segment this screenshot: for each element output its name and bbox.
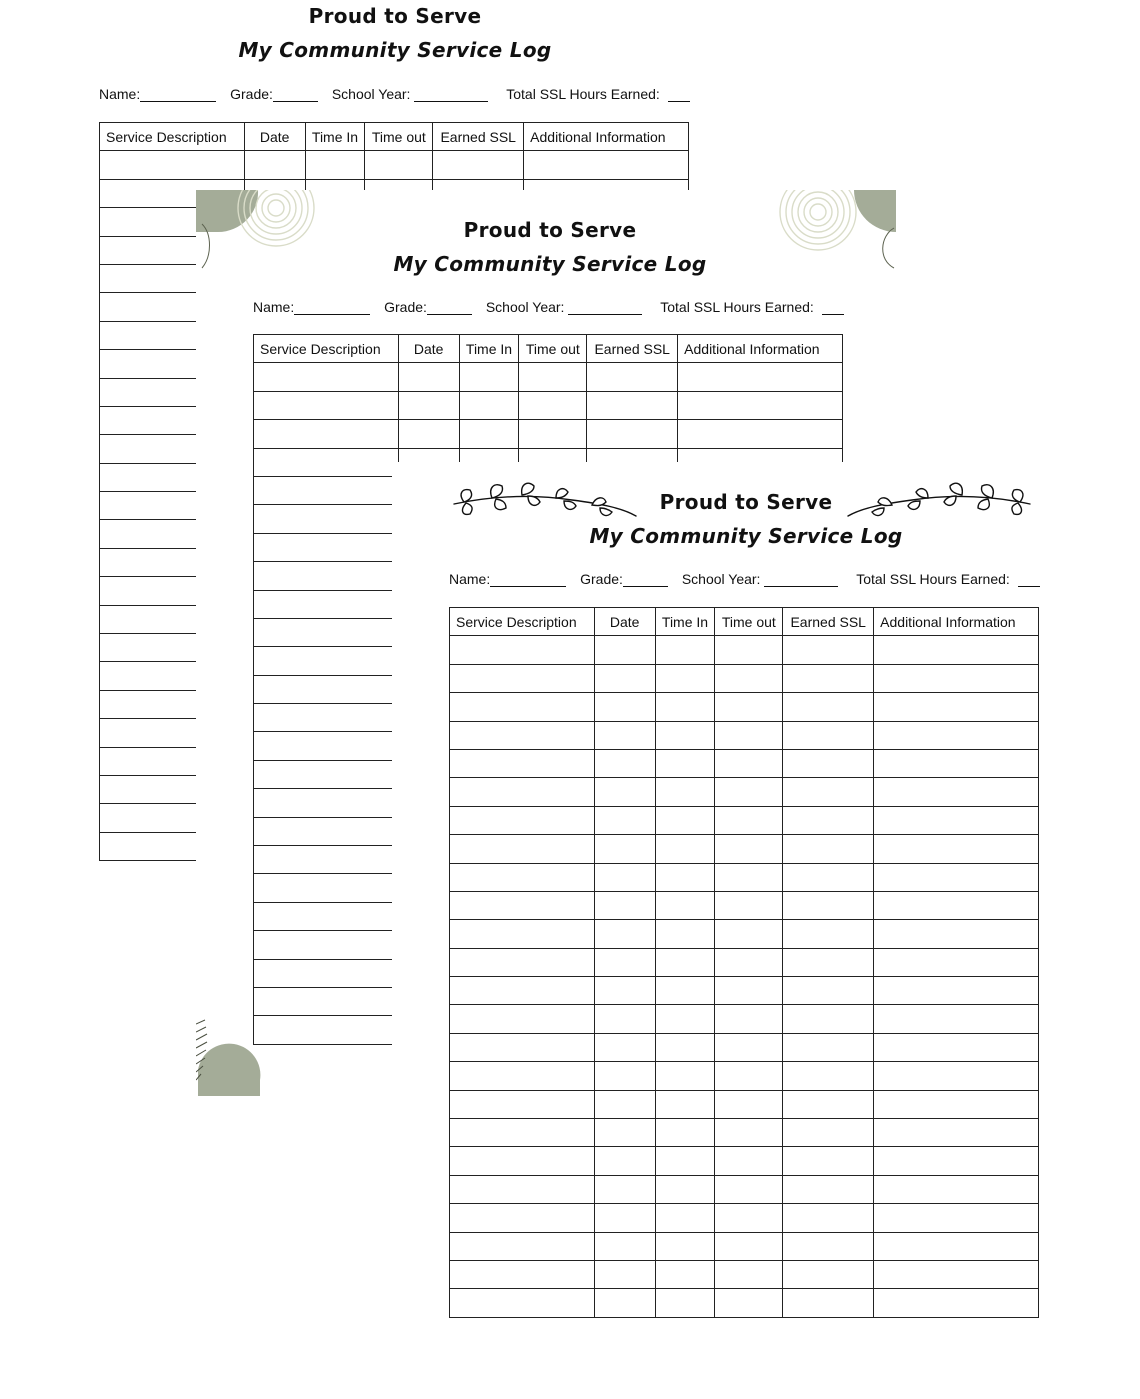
log-entry-cell[interactable] — [655, 1090, 715, 1118]
col-time-in: Time In — [459, 335, 519, 363]
log-sheet-front — [392, 462, 1092, 1362]
log-entry-cell[interactable] — [783, 693, 874, 721]
log-entry-cell[interactable] — [450, 891, 595, 919]
log-entry-cell[interactable] — [678, 420, 843, 448]
log-entry-cell[interactable] — [715, 977, 783, 1005]
table-row — [254, 420, 843, 448]
log-entry-cell[interactable] — [450, 1204, 595, 1232]
log-entry-cell[interactable] — [874, 948, 1039, 976]
log-entry-cell[interactable] — [655, 977, 715, 1005]
table-row — [450, 778, 1039, 806]
log-entry-cell[interactable] — [874, 1289, 1039, 1317]
log-entry-cell[interactable] — [715, 1033, 783, 1061]
log-entry-cell[interactable] — [587, 420, 678, 448]
log-entry-cell[interactable] — [874, 1260, 1039, 1288]
log-entry-cell[interactable] — [594, 778, 655, 806]
log-entry-cell[interactable] — [655, 1289, 715, 1317]
log-entry-cell[interactable] — [254, 562, 399, 590]
log-entry-cell[interactable] — [655, 1147, 715, 1175]
log-entry-cell[interactable] — [655, 1119, 715, 1147]
log-entry-cell[interactable] — [254, 391, 399, 419]
col-time-in: Time In — [305, 123, 365, 151]
log-entry-cell[interactable] — [594, 693, 655, 721]
log-entry-cell[interactable] — [433, 151, 524, 179]
log-entry-cell[interactable] — [783, 1175, 874, 1203]
table-row — [100, 151, 689, 179]
log-entry-cell[interactable] — [715, 778, 783, 806]
log-entry-cell[interactable] — [715, 721, 783, 749]
log-entry-cell[interactable] — [783, 891, 874, 919]
col-time-out: Time out — [365, 123, 433, 151]
log-entry-cell[interactable] — [254, 1016, 399, 1044]
log-entry-cell[interactable] — [783, 1062, 874, 1090]
col-earned-ssl: Earned SSL — [433, 123, 524, 151]
log-entry-cell[interactable] — [254, 704, 399, 732]
table-header-row — [254, 335, 843, 363]
log-entry-cell[interactable] — [254, 675, 399, 703]
grade-field[interactable] — [580, 571, 668, 587]
log-entry-cell[interactable] — [874, 1119, 1039, 1147]
log-entry-cell[interactable] — [715, 1147, 783, 1175]
school-year-label: School Year: — [331, 86, 411, 102]
log-entry-cell[interactable] — [715, 920, 783, 948]
log-entry-cell[interactable] — [594, 1147, 655, 1175]
log-entry-cell[interactable] — [594, 1090, 655, 1118]
sheet-title: Proud to Serve — [659, 490, 833, 514]
log-entry-cell[interactable] — [450, 1033, 595, 1061]
sheet-subtitle: My Community Service Log — [589, 524, 903, 548]
log-entry-cell[interactable] — [715, 835, 783, 863]
log-entry-cell[interactable] — [678, 363, 843, 391]
sheet-title: Proud to Serve — [308, 4, 482, 28]
table-row — [254, 363, 843, 391]
grade-label: Grade: — [580, 571, 623, 587]
col-time-in: Time In — [655, 608, 715, 636]
table-header-row — [450, 608, 1039, 636]
log-entry-cell[interactable] — [450, 977, 595, 1005]
name-field[interactable] — [449, 571, 566, 587]
log-entry-cell[interactable] — [594, 664, 655, 692]
name-label: Name: — [253, 299, 295, 315]
log-entry-cell[interactable] — [783, 749, 874, 777]
log-entry-cell[interactable] — [655, 863, 715, 891]
log-entry-cell[interactable] — [655, 948, 715, 976]
log-entry-cell[interactable] — [459, 363, 519, 391]
log-entry-cell[interactable] — [459, 391, 519, 419]
log-entry-cell[interactable] — [655, 1175, 715, 1203]
table-row — [450, 920, 1039, 948]
col-earned-ssl: Earned SSL — [783, 608, 874, 636]
log-entry-cell[interactable] — [450, 835, 595, 863]
log-entry-cell[interactable] — [655, 1033, 715, 1061]
log-entry-cell[interactable] — [450, 920, 595, 948]
log-entry-cell[interactable] — [783, 1147, 874, 1175]
log-entry-cell[interactable] — [254, 760, 399, 788]
log-entry-cell[interactable] — [254, 363, 399, 391]
service-log-table — [449, 607, 1039, 1318]
table-row — [450, 1033, 1039, 1061]
log-entry-cell[interactable] — [715, 1090, 783, 1118]
table-row — [450, 891, 1039, 919]
table-row — [450, 1005, 1039, 1033]
log-entry-cell[interactable] — [587, 391, 678, 419]
log-entry-cell[interactable] — [254, 817, 399, 845]
col-additional-information: Additional Information — [874, 608, 1039, 636]
log-entry-cell[interactable] — [450, 693, 595, 721]
log-entry-cell[interactable] — [783, 835, 874, 863]
log-entry-cell[interactable] — [783, 1033, 874, 1061]
log-entry-cell[interactable] — [254, 647, 399, 675]
log-entry-cell[interactable] — [450, 664, 595, 692]
log-entry-cell[interactable] — [594, 891, 655, 919]
log-entry-cell[interactable] — [254, 902, 399, 930]
school-year-label: School Year: — [681, 571, 761, 587]
log-entry-cell[interactable] — [783, 636, 874, 664]
log-entry-cell[interactable] — [655, 749, 715, 777]
log-entry-cell[interactable] — [715, 1062, 783, 1090]
table-row — [450, 749, 1039, 777]
total-hours-label: Total SSL Hours Earned: — [856, 571, 1010, 587]
log-entry-cell[interactable] — [783, 977, 874, 1005]
log-entry-cell[interactable] — [655, 693, 715, 721]
log-entry-cell[interactable] — [254, 590, 399, 618]
log-entry-cell[interactable] — [254, 448, 399, 476]
info-fields — [253, 299, 852, 315]
table-row — [450, 806, 1039, 834]
log-entry-cell[interactable] — [783, 721, 874, 749]
log-entry-cell[interactable] — [715, 1260, 783, 1288]
table-row — [450, 1175, 1039, 1203]
table-row — [450, 1289, 1039, 1317]
log-entry-cell[interactable] — [715, 749, 783, 777]
log-entry-cell[interactable] — [655, 1260, 715, 1288]
log-entry-cell[interactable] — [715, 891, 783, 919]
col-service-description: Service Description — [450, 608, 595, 636]
table-row — [450, 1119, 1039, 1147]
log-entry-cell[interactable] — [594, 1175, 655, 1203]
log-entry-cell[interactable] — [254, 420, 399, 448]
log-entry-cell[interactable] — [874, 1005, 1039, 1033]
log-entry-cell[interactable] — [594, 1005, 655, 1033]
log-entry-cell[interactable] — [874, 636, 1039, 664]
log-entry-cell[interactable] — [783, 1289, 874, 1317]
log-entry-cell[interactable] — [655, 778, 715, 806]
grade-label: Grade: — [384, 299, 427, 315]
sheet-title: Proud to Serve — [463, 218, 637, 242]
log-entry-cell[interactable] — [655, 1232, 715, 1260]
log-entry-cell[interactable] — [715, 1175, 783, 1203]
log-entry-cell[interactable] — [594, 835, 655, 863]
log-entry-cell[interactable] — [783, 920, 874, 948]
log-entry-cell[interactable] — [678, 391, 843, 419]
col-time-out: Time out — [715, 608, 783, 636]
log-entry-cell[interactable] — [398, 420, 459, 448]
log-entry-cell[interactable] — [254, 874, 399, 902]
log-entry-cell[interactable] — [874, 1147, 1039, 1175]
log-entry-cell[interactable] — [254, 987, 399, 1015]
log-entry-cell[interactable] — [874, 778, 1039, 806]
log-entry-cell[interactable] — [715, 1289, 783, 1317]
log-entry-cell[interactable] — [450, 749, 595, 777]
grade-field[interactable] — [384, 299, 472, 315]
table-row — [450, 835, 1039, 863]
total-hours-label: Total SSL Hours Earned: — [660, 299, 814, 315]
log-entry-cell[interactable] — [450, 1260, 595, 1288]
log-entry-cell[interactable] — [715, 806, 783, 834]
school-year-field[interactable] — [486, 299, 643, 315]
log-entry-cell[interactable] — [715, 1232, 783, 1260]
name-field[interactable] — [253, 299, 370, 315]
grade-label: Grade: — [230, 86, 273, 102]
total-hours-field[interactable] — [856, 571, 1039, 587]
table-row — [450, 1090, 1039, 1118]
table-row — [450, 1204, 1039, 1232]
log-entry-cell[interactable] — [254, 959, 399, 987]
table-row — [450, 1147, 1039, 1175]
log-entry-cell[interactable] — [874, 749, 1039, 777]
name-label: Name: — [99, 86, 141, 102]
table-row — [450, 693, 1039, 721]
info-fields — [99, 86, 698, 102]
log-entry-cell[interactable] — [594, 806, 655, 834]
log-entry-cell[interactable] — [655, 636, 715, 664]
log-entry-cell[interactable] — [594, 1119, 655, 1147]
log-entry-cell[interactable] — [450, 1147, 595, 1175]
log-entry-cell[interactable] — [783, 863, 874, 891]
col-date: Date — [244, 123, 305, 151]
log-entry-cell[interactable] — [874, 664, 1039, 692]
log-entry-cell[interactable] — [874, 920, 1039, 948]
log-entry-cell[interactable] — [594, 636, 655, 664]
log-entry-cell[interactable] — [655, 664, 715, 692]
table-row — [450, 636, 1039, 664]
log-entry-cell[interactable] — [783, 948, 874, 976]
log-entry-cell[interactable] — [450, 1119, 595, 1147]
log-entry-cell[interactable] — [594, 749, 655, 777]
table-row — [450, 1232, 1039, 1260]
log-entry-cell[interactable] — [874, 835, 1039, 863]
log-entry-cell[interactable] — [783, 806, 874, 834]
log-entry-cell[interactable] — [655, 806, 715, 834]
log-entry-cell[interactable] — [783, 1260, 874, 1288]
log-entry-cell[interactable] — [459, 420, 519, 448]
log-entry-cell[interactable] — [715, 863, 783, 891]
log-entry-cell[interactable] — [715, 664, 783, 692]
log-entry-cell[interactable] — [594, 1232, 655, 1260]
log-entry-cell[interactable] — [874, 721, 1039, 749]
school-year-label: School Year: — [485, 299, 565, 315]
log-entry-cell[interactable] — [874, 863, 1039, 891]
log-entry-cell[interactable] — [715, 636, 783, 664]
log-entry-cell[interactable] — [450, 1005, 595, 1033]
log-entry-cell[interactable] — [305, 151, 365, 179]
log-entry-cell[interactable] — [594, 863, 655, 891]
table-row — [450, 721, 1039, 749]
table-body — [450, 636, 1039, 1317]
log-entry-cell[interactable] — [519, 363, 587, 391]
log-entry-cell[interactable] — [594, 1062, 655, 1090]
name-label: Name: — [449, 571, 491, 587]
log-entry-cell[interactable] — [450, 1289, 595, 1317]
log-entry-cell[interactable] — [715, 693, 783, 721]
log-entry-cell[interactable] — [715, 1005, 783, 1033]
log-entry-cell[interactable] — [254, 789, 399, 817]
log-entry-cell[interactable] — [783, 1119, 874, 1147]
log-entry-cell[interactable] — [783, 664, 874, 692]
log-entry-cell[interactable] — [100, 151, 245, 179]
sheet-subtitle: My Community Service Log — [393, 252, 707, 276]
log-entry-cell[interactable] — [874, 977, 1039, 1005]
table-row — [450, 664, 1039, 692]
sheet-subtitle: My Community Service Log — [238, 38, 552, 62]
log-entry-cell[interactable] — [655, 835, 715, 863]
log-entry-cell[interactable] — [874, 1062, 1039, 1090]
table-row — [450, 977, 1039, 1005]
log-entry-cell[interactable] — [655, 721, 715, 749]
log-entry-cell[interactable] — [450, 806, 595, 834]
log-entry-cell[interactable] — [398, 363, 459, 391]
log-entry-cell[interactable] — [874, 1175, 1039, 1203]
col-date: Date — [594, 608, 655, 636]
log-entry-cell[interactable] — [254, 846, 399, 874]
table-header-row — [100, 123, 689, 151]
log-entry-cell[interactable] — [594, 1260, 655, 1288]
log-entry-cell[interactable] — [450, 1062, 595, 1090]
log-entry-cell[interactable] — [519, 391, 587, 419]
log-entry-cell[interactable] — [450, 948, 595, 976]
log-entry-cell[interactable] — [365, 151, 433, 179]
log-entry-cell[interactable] — [398, 391, 459, 419]
log-entry-cell[interactable] — [874, 693, 1039, 721]
log-entry-cell[interactable] — [783, 778, 874, 806]
total-hours-field[interactable] — [506, 86, 689, 102]
log-entry-cell[interactable] — [524, 151, 689, 179]
log-entry-cell[interactable] — [450, 721, 595, 749]
col-service-description: Service Description — [254, 335, 399, 363]
col-earned-ssl: Earned SSL — [587, 335, 678, 363]
log-entry-cell[interactable] — [254, 505, 399, 533]
log-entry-cell[interactable] — [594, 1204, 655, 1232]
log-entry-cell[interactable] — [254, 931, 399, 959]
log-entry-cell[interactable] — [254, 533, 399, 561]
log-entry-cell[interactable] — [874, 1232, 1039, 1260]
log-entry-cell[interactable] — [594, 920, 655, 948]
total-hours-field[interactable] — [660, 299, 843, 315]
col-service-description: Service Description — [100, 123, 245, 151]
log-entry-cell[interactable] — [450, 1090, 595, 1118]
col-additional-information: Additional Information — [524, 123, 689, 151]
total-hours-label: Total SSL Hours Earned: — [506, 86, 660, 102]
log-entry-cell[interactable] — [655, 920, 715, 948]
table-row — [450, 948, 1039, 976]
school-year-field[interactable] — [682, 571, 839, 587]
log-entry-cell[interactable] — [594, 948, 655, 976]
log-entry-cell[interactable] — [783, 1090, 874, 1118]
log-entry-cell[interactable] — [594, 721, 655, 749]
log-entry-cell[interactable] — [874, 1204, 1039, 1232]
col-time-out: Time out — [519, 335, 587, 363]
log-entry-cell[interactable] — [783, 1005, 874, 1033]
log-entry-cell[interactable] — [450, 1232, 595, 1260]
table-row — [450, 1260, 1039, 1288]
name-field[interactable] — [99, 86, 216, 102]
log-entry-cell[interactable] — [519, 420, 587, 448]
log-entry-cell[interactable] — [874, 891, 1039, 919]
log-entry-cell[interactable] — [254, 732, 399, 760]
log-entry-cell[interactable] — [715, 1119, 783, 1147]
info-fields — [449, 571, 1048, 587]
log-entry-cell[interactable] — [594, 1289, 655, 1317]
table-row — [450, 1062, 1039, 1090]
log-entry-cell[interactable] — [655, 1005, 715, 1033]
log-entry-cell[interactable] — [655, 1204, 715, 1232]
log-entry-cell[interactable] — [655, 891, 715, 919]
log-entry-cell[interactable] — [594, 1033, 655, 1061]
log-entry-cell[interactable] — [450, 778, 595, 806]
table-row — [450, 863, 1039, 891]
log-entry-cell[interactable] — [254, 476, 399, 504]
table-row — [254, 391, 843, 419]
log-entry-cell[interactable] — [874, 1033, 1039, 1061]
log-entry-cell[interactable] — [254, 618, 399, 646]
log-entry-cell[interactable] — [587, 363, 678, 391]
log-entry-cell[interactable] — [874, 806, 1039, 834]
school-year-field[interactable] — [332, 86, 489, 102]
log-entry-cell[interactable] — [715, 948, 783, 976]
log-entry-cell[interactable] — [655, 1062, 715, 1090]
log-entry-cell[interactable] — [450, 1175, 595, 1203]
log-entry-cell[interactable] — [594, 977, 655, 1005]
log-entry-cell[interactable] — [874, 1090, 1039, 1118]
log-entry-cell[interactable] — [450, 636, 595, 664]
col-date: Date — [398, 335, 459, 363]
log-entry-cell[interactable] — [450, 863, 595, 891]
log-entry-cell[interactable] — [783, 1232, 874, 1260]
log-entry-cell[interactable] — [715, 1204, 783, 1232]
log-entry-cell[interactable] — [783, 1204, 874, 1232]
log-entry-cell[interactable] — [244, 151, 305, 179]
grade-field[interactable] — [230, 86, 318, 102]
col-additional-information: Additional Information — [678, 335, 843, 363]
